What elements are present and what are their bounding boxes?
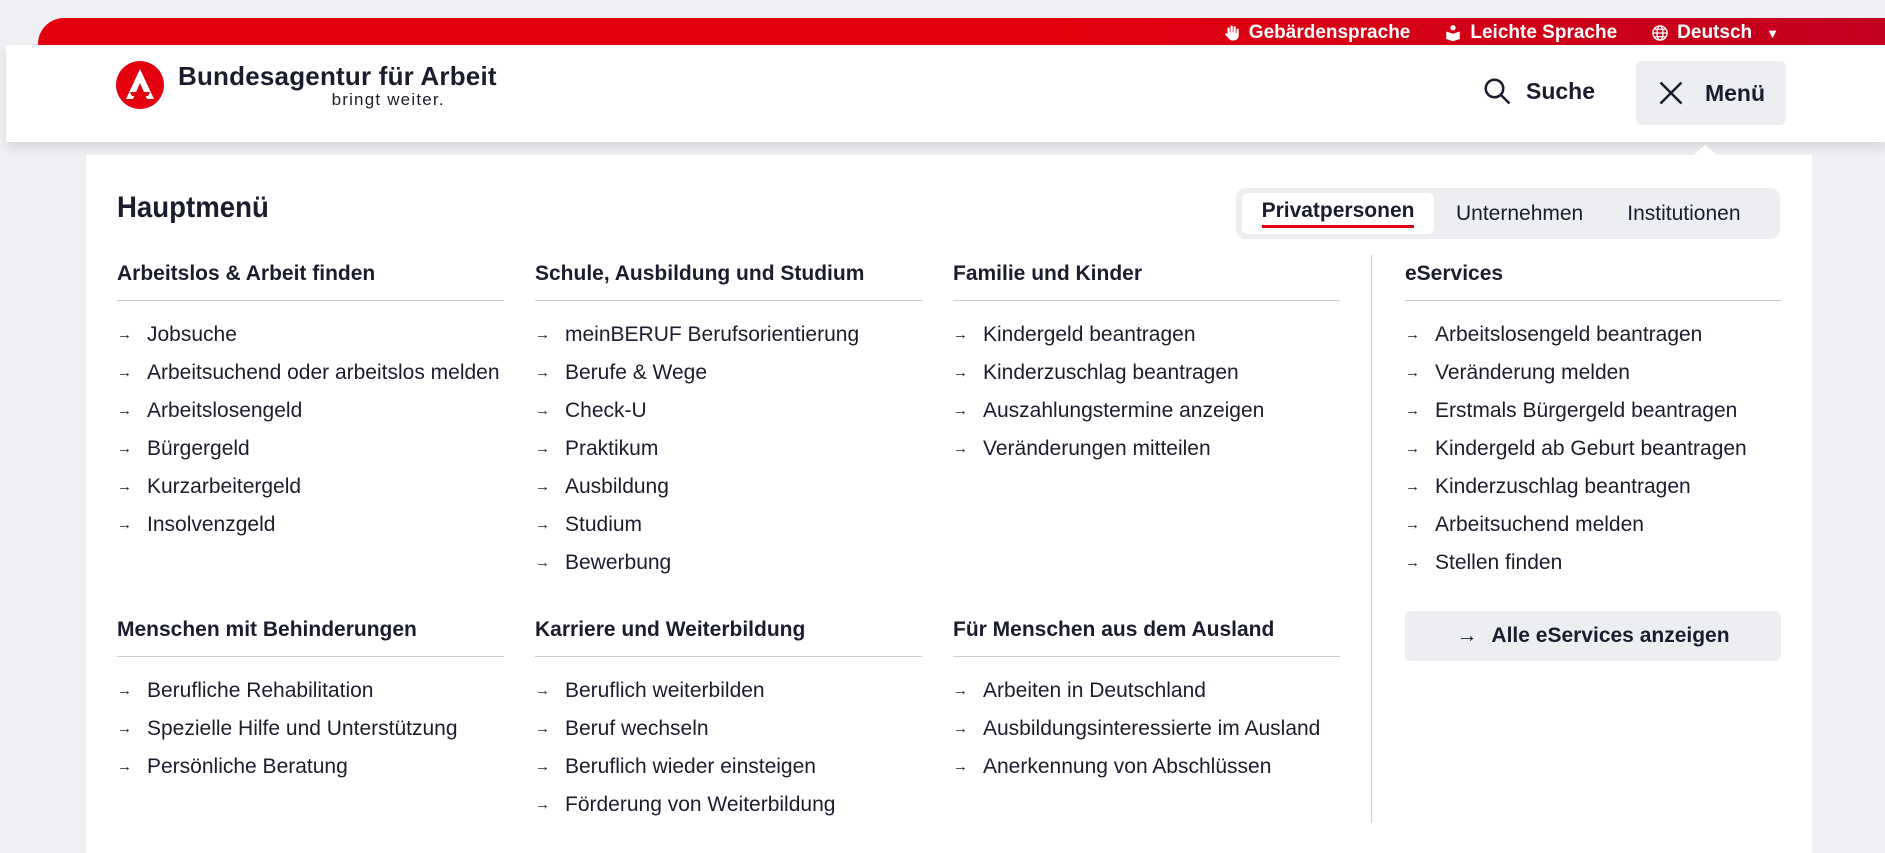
section-arbeitslos	[117, 262, 504, 547]
list-item[interactable]	[535, 433, 922, 465]
sign-language-label: Gebärdensprache	[1248, 22, 1411, 43]
tab-privatpersonen[interactable]	[1242, 193, 1434, 234]
list-item[interactable]	[1405, 471, 1781, 503]
list-item[interactable]	[1405, 357, 1781, 389]
list-item[interactable]	[953, 395, 1340, 427]
search-label: Suche	[1526, 77, 1596, 104]
list-item[interactable]	[535, 675, 922, 707]
section-title: Für Menschen aus dem Ausland	[953, 618, 1340, 657]
easy-language-icon	[1444, 24, 1462, 42]
list-item[interactable]	[535, 357, 922, 389]
audience-tabs	[1236, 188, 1780, 239]
list-item[interactable]	[953, 433, 1340, 465]
item-label: Arbeitsuchend melden	[1435, 513, 1644, 536]
hand-icon	[1223, 24, 1241, 42]
item-label: Arbeitslosengeld	[147, 399, 303, 422]
logo-mark-icon	[116, 61, 164, 109]
list-item[interactable]	[1405, 433, 1781, 465]
menu-label: Menü	[1704, 79, 1766, 106]
list-item[interactable]	[117, 395, 504, 427]
item-label: Kurzarbeitergeld	[147, 475, 302, 498]
arrow-right-icon: →	[117, 720, 132, 737]
arrow-right-icon: →	[117, 364, 132, 381]
arrow-right-icon: →	[117, 326, 132, 343]
section-familie	[953, 262, 1340, 471]
item-label: Ausbildungsinteressierte im Ausland	[983, 717, 1321, 740]
arrow-right-icon: →	[117, 440, 132, 457]
arrow-right-icon: →	[1405, 440, 1420, 457]
item-label: Beruflich weiterbilden	[565, 679, 765, 702]
arrow-right-icon: →	[1456, 624, 1478, 647]
list-item[interactable]	[953, 751, 1340, 783]
item-label: Persönliche Beratung	[147, 755, 348, 778]
logo-title: Bundesagentur für Arbeit	[178, 61, 497, 91]
item-label: Veränderung melden	[1435, 361, 1630, 384]
item-label: Erstmals Bürgergeld beantragen	[1435, 399, 1738, 422]
section-title: Arbeitslos & Arbeit finden	[117, 262, 504, 301]
item-label: Ausbildung	[565, 475, 669, 498]
menu-button[interactable]	[1636, 61, 1786, 125]
list-item[interactable]	[535, 789, 922, 821]
list-item[interactable]	[117, 357, 504, 389]
arrow-right-icon: →	[535, 478, 550, 495]
arrow-right-icon: →	[1405, 554, 1420, 571]
list-item[interactable]	[117, 713, 504, 745]
list-item[interactable]	[1405, 395, 1781, 427]
arrow-right-icon: →	[1405, 326, 1420, 343]
arrow-right-icon: →	[1405, 364, 1420, 381]
list-item[interactable]	[535, 471, 922, 503]
logo-subtitle: bringt weiter.	[331, 90, 445, 109]
top-utility-bar	[38, 18, 1885, 48]
globe-icon	[1651, 24, 1669, 42]
arrow-right-icon: →	[953, 758, 968, 775]
arrow-right-icon: →	[1405, 478, 1420, 495]
arrow-right-icon: →	[953, 720, 968, 737]
arrow-right-icon: →	[953, 364, 968, 381]
section-title: Familie und Kinder	[953, 262, 1340, 301]
utility-links	[1223, 18, 1779, 48]
item-label: Berufe & Wege	[565, 361, 708, 384]
item-label: Praktikum	[565, 437, 659, 460]
arrow-right-icon: →	[535, 682, 550, 699]
list-item[interactable]	[535, 547, 922, 579]
easy-language-link[interactable]	[1444, 22, 1617, 44]
section-schule	[535, 262, 922, 585]
item-label: Arbeiten in Deutschland	[983, 679, 1206, 702]
list-item[interactable]	[953, 319, 1340, 351]
item-label: Arbeitsuchend oder arbeitslos melden	[147, 361, 500, 384]
chevron-down-icon: ▼	[1766, 25, 1779, 41]
site-header	[6, 45, 1885, 142]
close-icon	[1657, 79, 1685, 107]
arrow-right-icon: →	[535, 516, 550, 533]
list-item[interactable]	[117, 319, 504, 351]
tab-unternehmen[interactable]	[1434, 193, 1605, 234]
item-label: Bürgergeld	[147, 437, 250, 460]
arrow-right-icon: →	[117, 758, 132, 775]
arrow-right-icon: →	[535, 720, 550, 737]
arrow-right-icon: →	[953, 326, 968, 343]
arrow-right-icon: →	[535, 554, 550, 571]
list-item[interactable]	[953, 713, 1340, 745]
item-label: Anerkennung von Abschlüssen	[983, 755, 1272, 778]
list-item[interactable]	[535, 395, 922, 427]
item-label: Kinderzuschlag beantragen	[983, 361, 1239, 384]
list-item[interactable]	[117, 509, 504, 541]
item-label: Check-U	[565, 399, 647, 422]
list-item[interactable]	[535, 751, 922, 783]
list-item[interactable]	[953, 675, 1340, 707]
list-item[interactable]	[117, 675, 504, 707]
logo[interactable]	[116, 61, 497, 110]
list-item[interactable]	[535, 713, 922, 745]
section-behinderungen	[117, 618, 504, 789]
section-title: Menschen mit Behinderungen	[117, 618, 504, 657]
list-item[interactable]	[535, 319, 922, 351]
all-eservices-label: Alle eServices anzeigen	[1491, 624, 1730, 647]
item-label: Studium	[565, 513, 643, 536]
item-label: Arbeitslosengeld beantragen	[1435, 323, 1703, 346]
all-eservices-button[interactable]	[1405, 611, 1781, 661]
list-item[interactable]	[117, 751, 504, 783]
arrow-right-icon: →	[117, 682, 132, 699]
list-item[interactable]	[953, 357, 1340, 389]
list-item[interactable]	[1405, 509, 1781, 541]
section-title: eServices	[1405, 262, 1781, 301]
section-eservices	[1405, 262, 1781, 585]
arrow-right-icon: →	[953, 402, 968, 419]
arrow-right-icon: →	[117, 516, 132, 533]
item-label: Kindergeld ab Geburt beantragen	[1435, 437, 1747, 460]
main-menu-panel	[86, 155, 1812, 853]
search-button[interactable]	[1482, 59, 1595, 123]
sign-language-link[interactable]	[1223, 22, 1411, 44]
item-label: Kindergeld beantragen	[983, 323, 1196, 346]
list-item[interactable]	[1405, 319, 1781, 351]
arrow-right-icon: →	[535, 364, 550, 381]
arrow-right-icon: →	[535, 440, 550, 457]
arrow-right-icon: →	[535, 796, 550, 813]
item-label: Jobsuche	[147, 323, 237, 346]
item-label: Veränderungen mitteilen	[983, 437, 1211, 460]
arrow-right-icon: →	[1405, 516, 1420, 533]
arrow-right-icon: →	[117, 402, 132, 419]
arrow-right-icon: →	[953, 440, 968, 457]
tab-institutionen[interactable]	[1605, 193, 1762, 234]
arrow-right-icon: →	[953, 682, 968, 699]
item-label: Stellen finden	[1435, 551, 1563, 574]
item-label: Förderung von Weiterbildung	[565, 793, 836, 816]
item-label: Kinderzuschlag beantragen	[1435, 475, 1691, 498]
arrow-right-icon: →	[1405, 402, 1420, 419]
arrow-right-icon: →	[117, 478, 132, 495]
tab-label: Privatpersonen	[1262, 199, 1415, 228]
arrow-right-icon: →	[535, 402, 550, 419]
item-label: Insolvenzgeld	[147, 513, 276, 536]
list-item[interactable]	[1405, 547, 1781, 579]
arrow-right-icon: →	[535, 326, 550, 343]
section-title: Karriere und Weiterbildung	[535, 618, 922, 657]
column-divider	[1371, 255, 1372, 823]
search-icon	[1482, 76, 1512, 106]
item-label: Spezielle Hilfe und Unterstützung	[147, 717, 458, 740]
language-label: Deutsch	[1677, 22, 1753, 43]
language-selector[interactable]	[1651, 22, 1779, 44]
menu-title: Hauptmenü	[117, 191, 269, 224]
item-label: Beruflich wieder einsteigen	[565, 755, 816, 778]
section-karriere	[535, 618, 922, 827]
section-title: Schule, Ausbildung und Studium	[535, 262, 922, 301]
item-label: Auszahlungstermine anzeigen	[983, 399, 1265, 422]
item-label: Beruf wechseln	[565, 717, 709, 740]
list-item[interactable]	[535, 509, 922, 541]
section-ausland	[953, 618, 1340, 789]
tab-label: Unternehmen	[1456, 201, 1584, 225]
list-item[interactable]	[117, 471, 504, 503]
easy-language-label: Leichte Sprache	[1470, 22, 1618, 43]
item-label: Berufliche Rehabilitation	[147, 679, 374, 702]
item-label: Bewerbung	[565, 551, 672, 574]
tab-label: Institutionen	[1627, 201, 1741, 225]
list-item[interactable]	[117, 433, 504, 465]
item-label: meinBERUF Berufsorientierung	[565, 323, 860, 346]
arrow-right-icon: →	[535, 758, 550, 775]
